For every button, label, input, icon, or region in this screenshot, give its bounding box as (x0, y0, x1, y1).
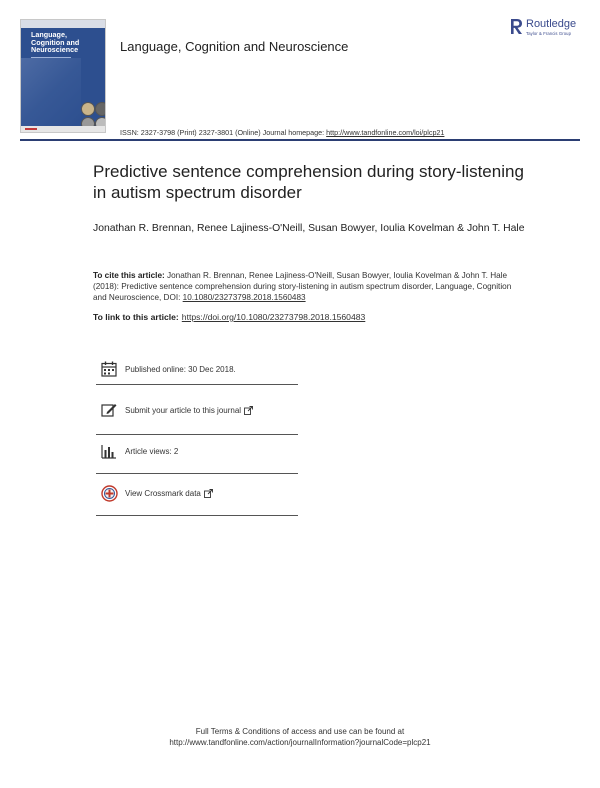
crossmark-row[interactable] (100, 483, 213, 503)
cover-title-line: Language, (31, 30, 67, 39)
author-list[interactable]: Jonathan R. Brennan, Renee Lajiness-O'Neill, Susan Bowyer, Ioulia Kovelman & John T. Hale (93, 223, 525, 234)
cover-title-line: Neuroscience (31, 45, 79, 55)
citation-text: Jonathan R. Brennan, Renee Lajiness-O'Neill, Susan Bowyer, Ioulia Kovelman & John T. Hale (2018): Predictive sentence comprehension during story-listening in autism spectrum disorder, Language, Cognition and Neuroscience, DOI: (93, 271, 512, 303)
footer-terms-text: Full Terms & Conditions of access and use can be found at (195, 727, 405, 736)
edit-icon (100, 401, 118, 419)
row-divider (96, 384, 298, 385)
row-divider (96, 434, 298, 435)
cover-brain-image (81, 102, 95, 116)
cover-graphic (21, 58, 81, 128)
article-link-line (93, 312, 365, 322)
article-views-row[interactable] (100, 441, 178, 461)
row-divider (96, 515, 298, 516)
article-views-count[interactable]: Article views: 2 (125, 446, 179, 456)
article-link-label: To link to this article: (93, 312, 179, 322)
header-divider (20, 139, 580, 141)
submit-article-row[interactable] (100, 400, 253, 420)
published-date: Published online: 30 Dec 2018. (125, 364, 236, 374)
calendar-icon (100, 360, 118, 378)
journal-cover-thumbnail (20, 19, 106, 133)
footer (0, 726, 600, 748)
routledge-logo-icon (510, 18, 523, 35)
citation-doi-link[interactable]: 10.1080/23273798.2018.1560483 (182, 293, 306, 303)
article-title: Predictive sentence comprehension during story-listening in autism spectrum disorder (93, 162, 524, 202)
cover-publisher-mark (25, 128, 37, 130)
issn-text: ISSN: 2327-3798 (Print) 2327-3801 (Online) Journal homepage: (120, 128, 327, 137)
citation-label: To cite this article: (93, 271, 165, 280)
article-doi-link[interactable]: https://doi.org/10.1080/23273798.2018.1560483 (181, 312, 366, 322)
crossmark-icon (100, 484, 118, 502)
cover-title (31, 31, 101, 54)
submit-article-link[interactable]: Submit your article to this journal (125, 405, 242, 415)
cover-title-line: Cognition and (31, 37, 80, 47)
crossmark-link[interactable]: View Crossmark data (125, 488, 201, 498)
cover-brain-image (95, 102, 106, 116)
citation-block (93, 270, 513, 304)
publisher-tagline: Taylor & Francis Group (526, 31, 572, 36)
publisher-name: Routledge (526, 18, 577, 30)
bar-chart-icon (100, 442, 118, 460)
external-link-icon (244, 406, 253, 415)
published-row (100, 359, 236, 379)
footer-terms-link[interactable]: http://www.tandfonline.com/action/journalInformation?journalCode=plcp21 (169, 738, 431, 747)
row-divider (96, 473, 298, 474)
external-link-icon (204, 489, 213, 498)
issn-line (120, 128, 444, 137)
journal-homepage-link[interactable]: http://www.tandfonline.com/loi/plcp21 (326, 128, 445, 137)
journal-name[interactable]: Language, Cognition and Neuroscience (120, 39, 349, 54)
cover-top-strip (21, 20, 105, 28)
